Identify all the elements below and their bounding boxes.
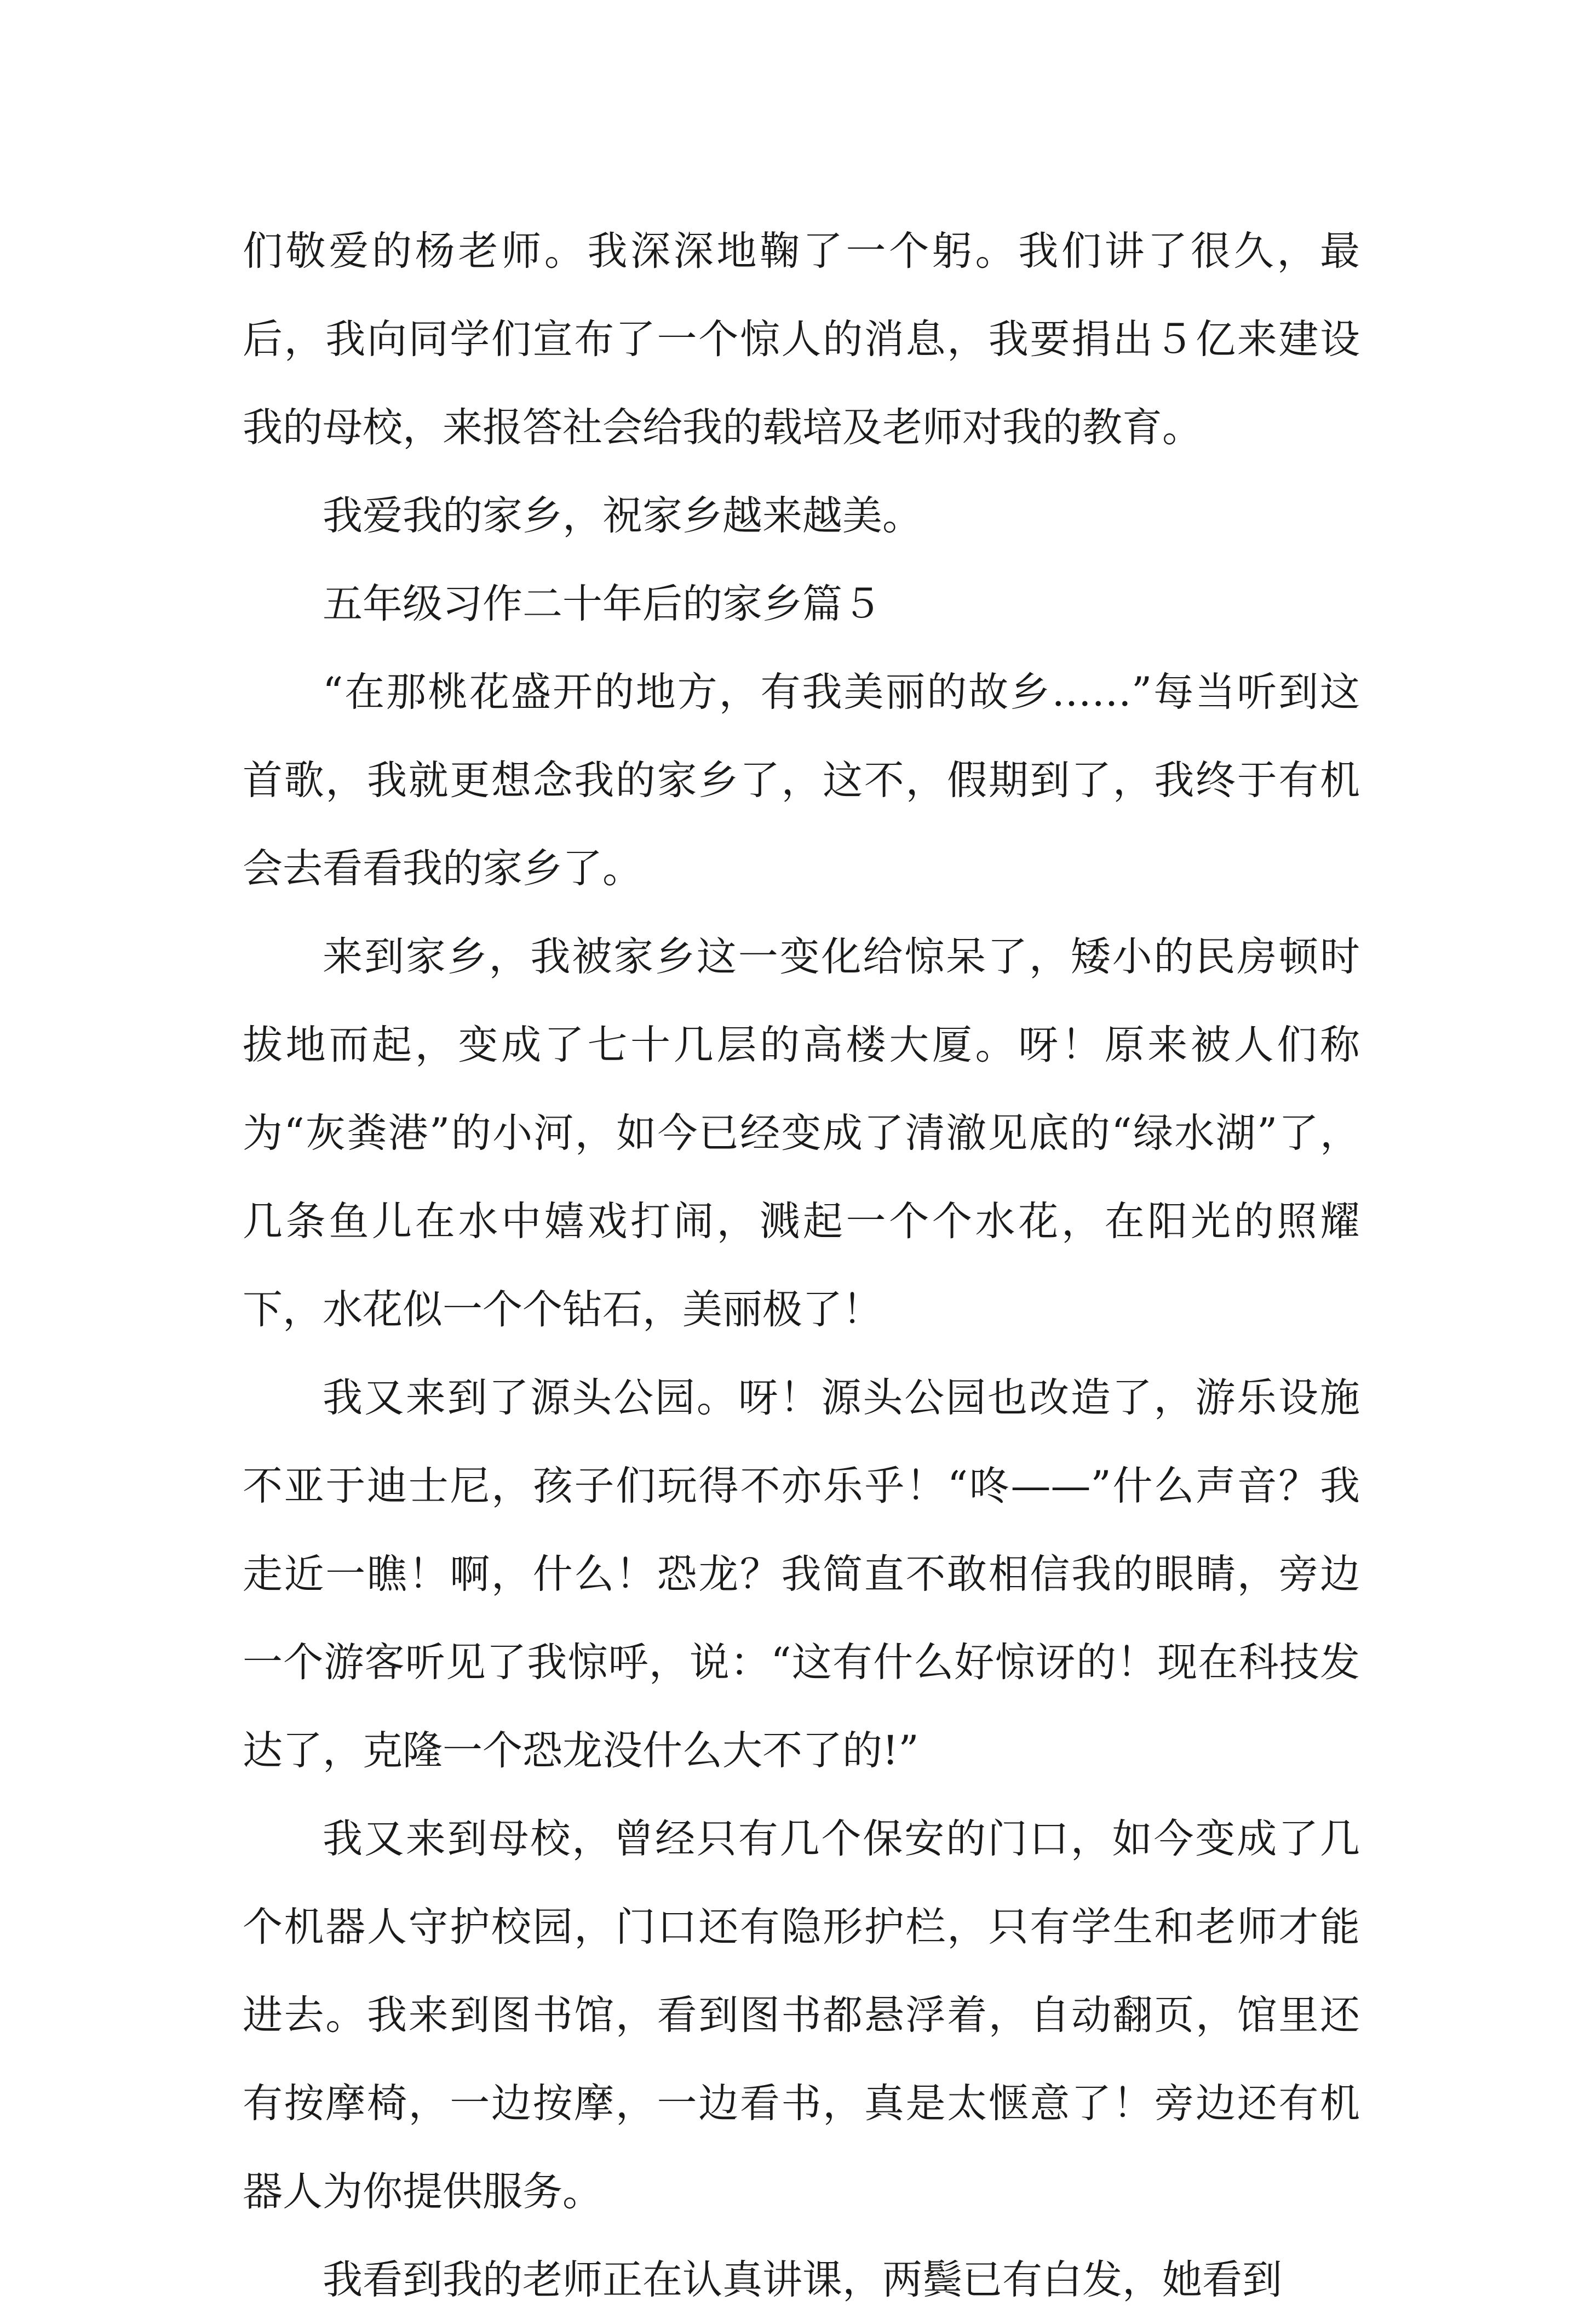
body-text [243, 207, 1360, 2324]
paragraph: 我看到我的老师正在认真讲课，两鬓已有白发，她看到 [323, 2257, 1282, 2303]
paragraph: 们敬爱的杨老师。我深深地鞠了一个躬。我们讲了很久，最后，我向同学们宣布了一个惊人的消息，我要捐出５亿来建设我的母校，来报答社会给我的载培及老师对我的教育。 [243, 228, 1360, 451]
paragraph: 我又来到了源头公园。呀！源头公园也改造了，游乐设施不亚于迪士尼，孩子们玩得不亦乐乎！“咚——”什么声音？我走近一瞧！啊，什么！恐龙？我简直不敢相信我的眼睛，旁边一个游客听见了我惊呼，说：“这有什么好惊讶的！现在科技发达了，克隆一个恐龙没什么大不了的!” [243, 1375, 1360, 1774]
paragraph: 我爱我的家乡，祝家乡越来越美。 [323, 493, 922, 539]
section-heading: 五年级习作二十年后的家乡篇５ [323, 581, 882, 627]
paragraph: “在那桃花盛开的地方，有我美丽的故乡……”每当听到这首歌，我就更想念我的家乡了，这不，假期到了，我终于有机会去看看我的家乡了。 [243, 669, 1360, 892]
paragraph: 来到家乡，我被家乡这一变化给惊呆了，矮小的民房顿时拔地而起，变成了七十几层的高楼大厦。呀！原来被人们称为“灰粪港”的小河，如今已经变成了清澈见底的“绿水湖”了，几条鱼儿在水中嬉戏打闹，溅起一个个水花，在阳光的照耀下，水花似一个个钻石，美丽极了！ [243, 934, 1360, 1333]
paragraph: 我又来到母校，曾经只有几个保安的门口，如今变成了几个机器人守护校园，门口还有隐形护栏，只有学生和老师才能进去。我来到图书馆，看到图书都悬浮着，自动翻页，馆里还有按摩椅，一边按摩，一边看书，真是太惬意了！旁边还有机器人为你提供服务。 [243, 1816, 1360, 2215]
